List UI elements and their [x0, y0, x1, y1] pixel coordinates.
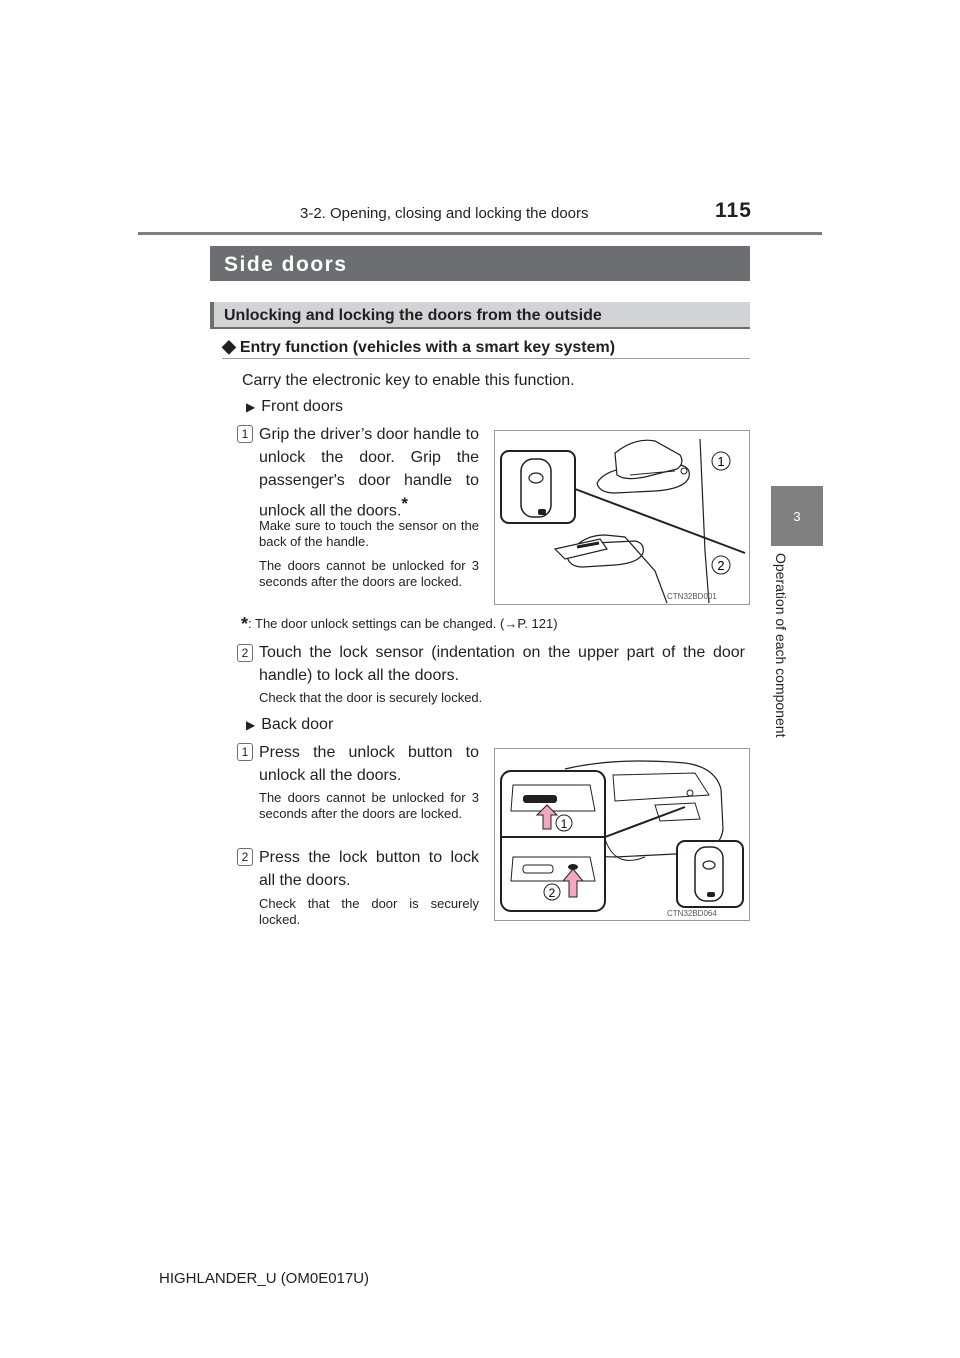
intro-text: Carry the electronic key to enable this function. [242, 372, 575, 389]
front-step2-note: Check that the door is securely locked. [259, 690, 483, 705]
front-step1-note2: The doors cannot be unlocked for 3 seconds after the doors are locked. [259, 558, 479, 589]
back-figure-code: CTN32BD064 [667, 909, 717, 918]
back-door-illustration [494, 748, 750, 921]
footnote-text: : The door unlock settings can be changed. (→P. 121) [248, 616, 558, 631]
back-step1-note: The doors cannot be unlocked for 3 seconds after the doors are locked. [259, 790, 479, 821]
triangle-bullet-icon: ▶ [246, 400, 256, 414]
front-step2-text: Touch the lock sensor (indentation on the upper part of the door handle) to lock all the doors. [259, 644, 745, 684]
footer-model: HIGHLANDER_U (OM0E017U) [159, 1270, 370, 1287]
back-step1-text: Press the unlock button to unlock all the doors. [259, 744, 479, 784]
back-step2-text: Press the lock button to lock all the doors. [259, 849, 479, 889]
back-door-label-text: Back door [261, 716, 334, 733]
front-door-drawing [495, 431, 749, 604]
diamond-bullet-icon: ◆ [222, 336, 236, 356]
step-number-1: 1 [237, 425, 253, 443]
back-door-label [246, 713, 333, 737]
running-header: 3-2. Opening, closing and locking the doors [300, 205, 589, 222]
front-doors-label [246, 395, 343, 419]
front-callout-1: 1 [717, 454, 725, 469]
chapter-number: 3 [793, 508, 801, 524]
header-rule [138, 232, 822, 235]
front-doors-label-text: Front doors [261, 398, 344, 415]
front-callout-2: 2 [717, 558, 725, 573]
feature-heading-rule [222, 358, 750, 359]
subsection-title: Unlocking and locking the doors from the outside [210, 302, 750, 329]
section-title: Side doors [210, 246, 750, 281]
triangle-bullet-icon: ▶ [246, 718, 256, 732]
back-callout-1: 1 [560, 817, 568, 831]
footnote [241, 616, 558, 632]
feature-heading-text: Entry function (vehicles with a smart key system) [239, 339, 616, 356]
chapter-tab [771, 486, 823, 546]
front-step1-body: Grip the driver’s door handle to unlock the door. Grip the passenger's door handle to unlock all the doors. [259, 426, 479, 520]
step-number-1: 1 [237, 743, 253, 761]
back-callout-2: 2 [548, 886, 556, 900]
chapter-title: Operation of each component [773, 553, 789, 738]
front-step1-text [259, 423, 479, 522]
footnote-asterisk: * [241, 614, 249, 634]
front-step1-note1: Make sure to touch the sensor on the back of the handle. [259, 518, 479, 549]
front-figure-code: CTN32BD001 [667, 592, 717, 601]
front-door-illustration [494, 430, 750, 605]
chapter-side-label [766, 553, 798, 748]
step-number-2: 2 [237, 848, 253, 866]
feature-heading [222, 336, 615, 357]
asterisk-mark: * [401, 494, 408, 513]
back-door-drawing [495, 749, 749, 920]
step-number-2: 2 [237, 644, 253, 662]
page-number: 115 [715, 199, 752, 222]
back-step2-note: Check that the door is securely locked. [259, 896, 479, 927]
